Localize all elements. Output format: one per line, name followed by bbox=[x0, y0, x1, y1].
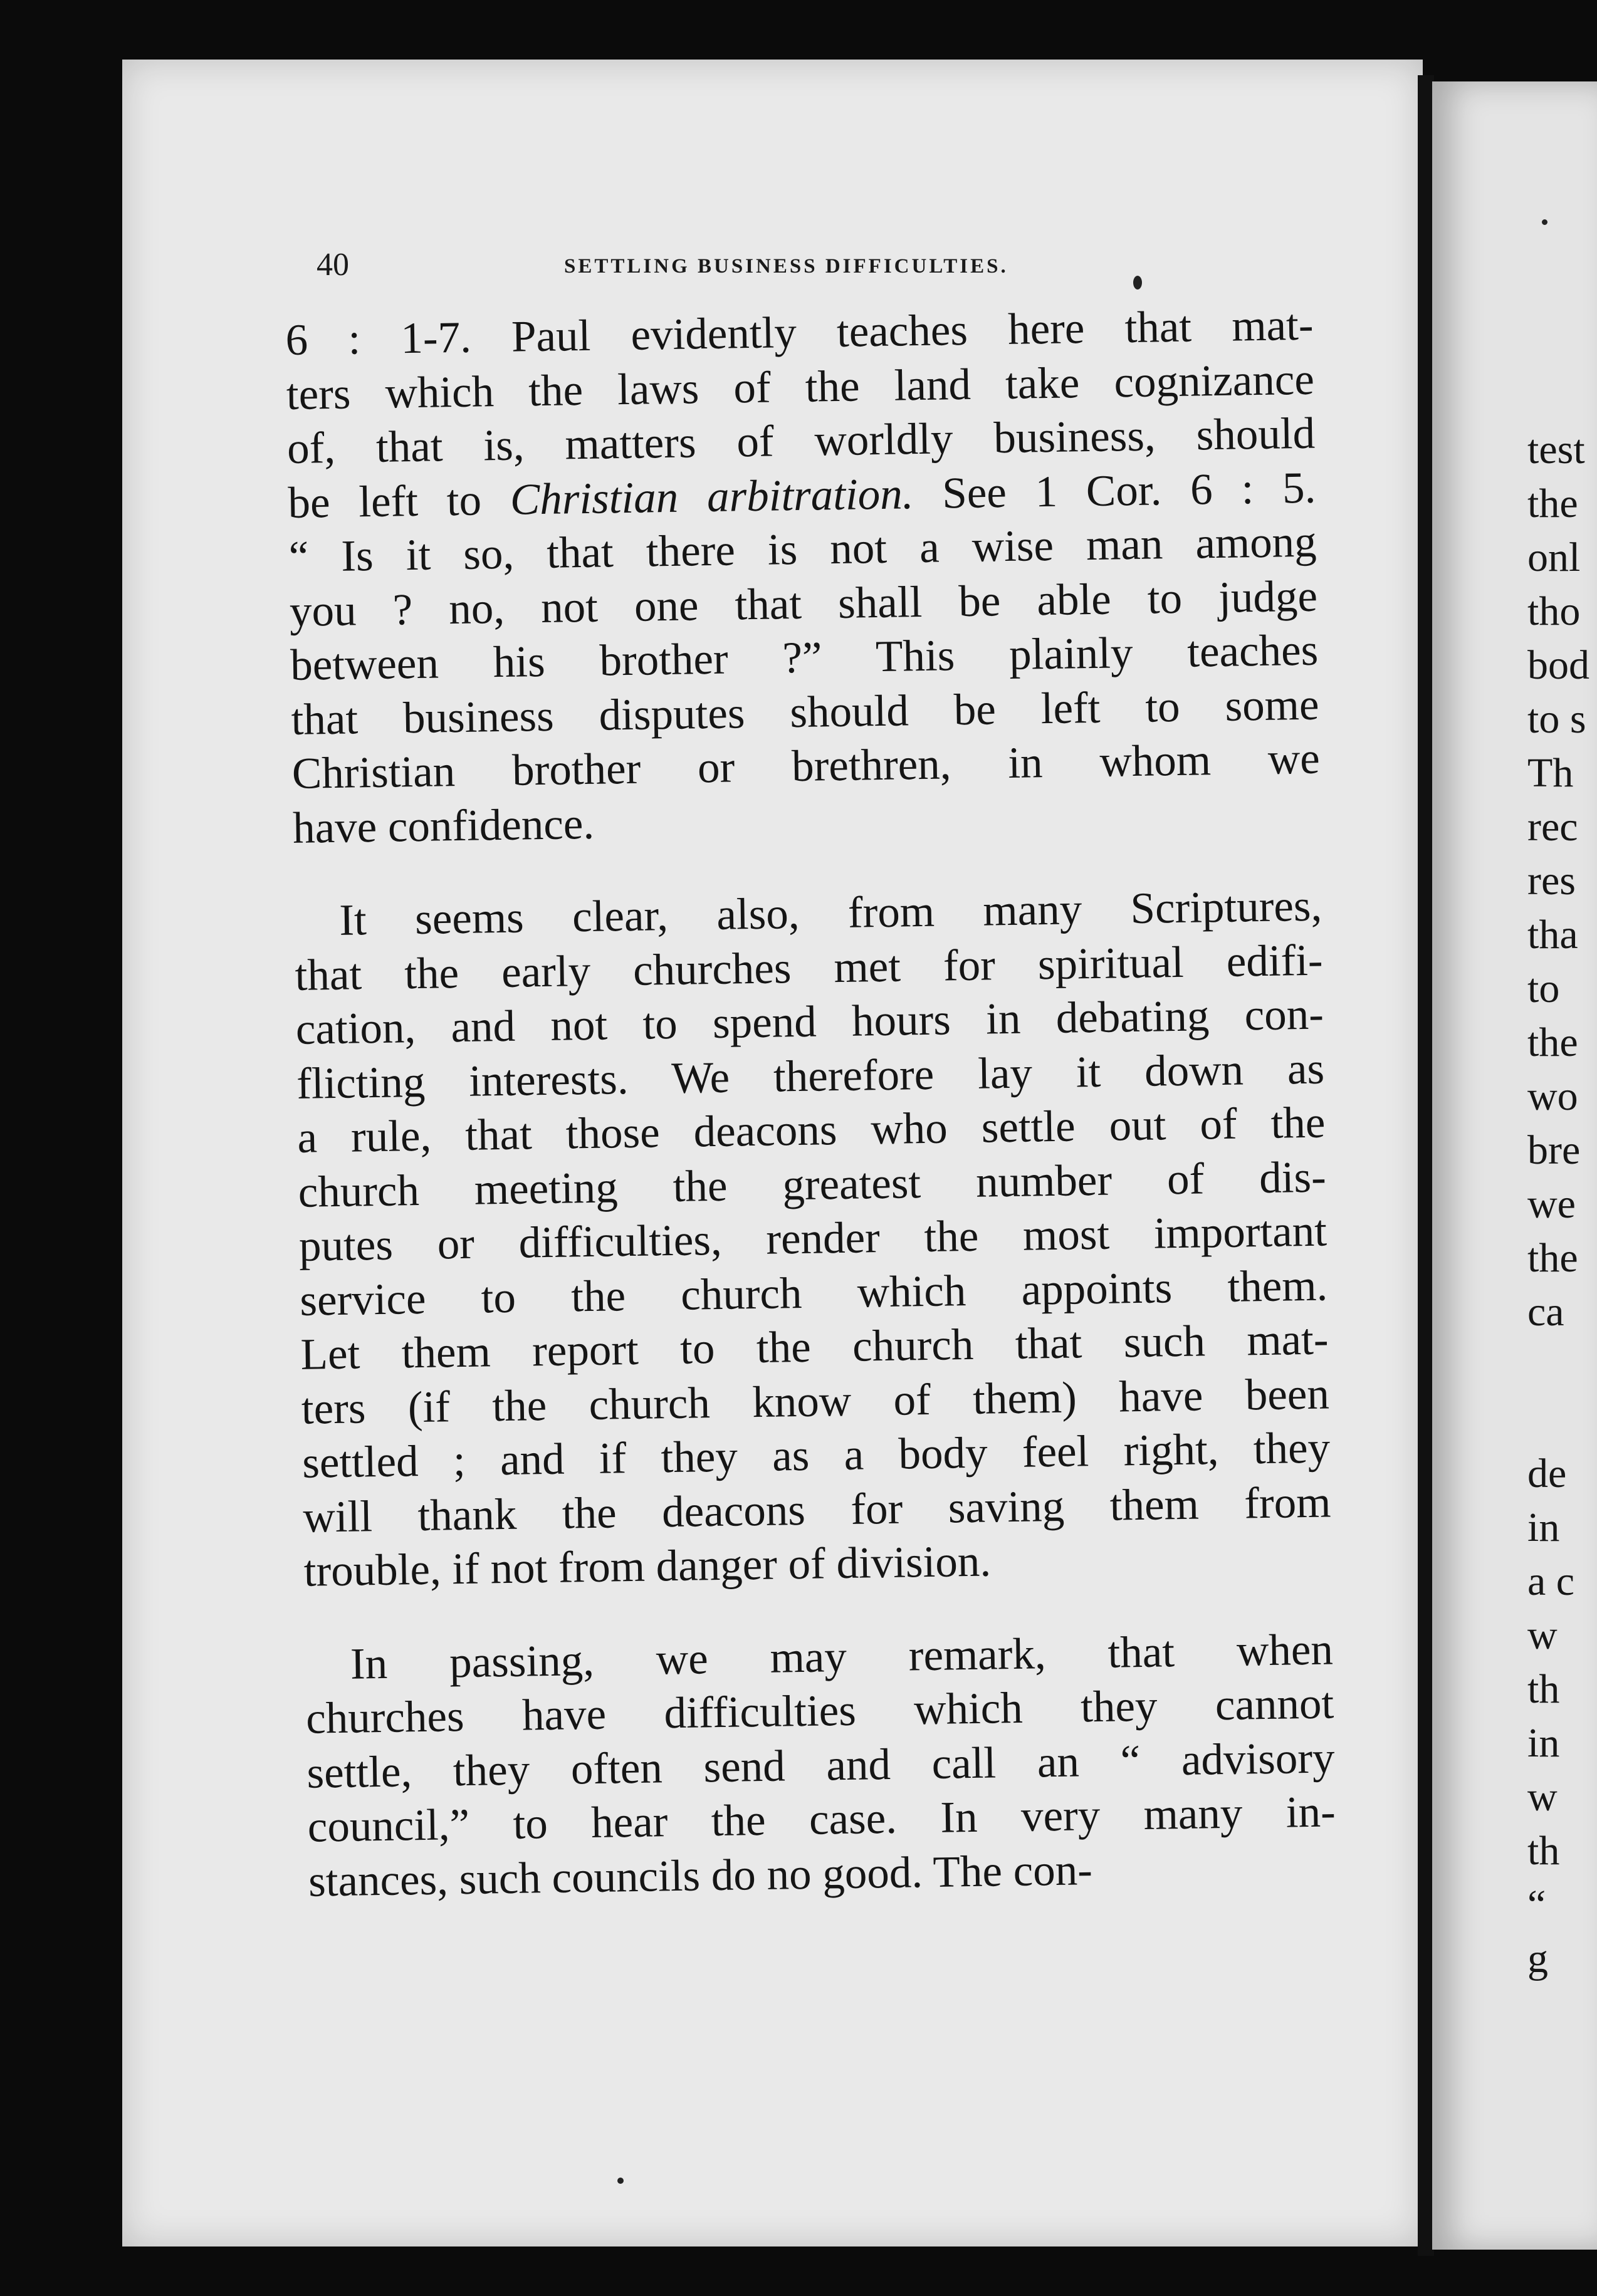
facing-page-text: test the onl tho bod to s Th rec res tha to the wo bre we the ca de in a c w th in w th “ g bbox=[1527, 427, 1589, 1981]
text-line: that the early churches met for spiritual edifi- bbox=[295, 936, 1324, 1000]
text-line: ters which the laws of the land take cognizance bbox=[286, 355, 1315, 419]
ink-speck bbox=[1542, 219, 1547, 225]
paragraph bbox=[305, 1622, 1336, 1909]
text-line: ters (if the church know of them) have been bbox=[301, 1369, 1330, 1434]
ink-speck bbox=[1133, 276, 1142, 290]
text-line: flicting interests. We therefore lay it down as bbox=[296, 1044, 1325, 1109]
paragraph bbox=[294, 879, 1333, 1599]
text-line: you ? no, not one that shall be able to judge bbox=[289, 571, 1318, 636]
text-line: churches have difficulties which they cannot bbox=[305, 1679, 1334, 1743]
body-text bbox=[285, 298, 1337, 1909]
page-header bbox=[317, 246, 1376, 290]
text-line: council,” to hear the case. In very many in- bbox=[307, 1787, 1336, 1852]
text-line: settled ; and if they as a body feel right, they bbox=[301, 1423, 1331, 1488]
text-line: “ Is it so, that there is not a wise man among bbox=[288, 517, 1317, 582]
text-line: have confidence. bbox=[292, 799, 595, 853]
text-line: will thank the deacons for saving them from bbox=[302, 1477, 1331, 1542]
text-line: 6 : 1-7. Paul evidently teaches here that mat- bbox=[285, 300, 1314, 365]
text-line: Christian brother or brethren, in whom we bbox=[291, 734, 1321, 798]
text-line: be left to Christian arbitration. See 1 Cor. 6 : 5. bbox=[287, 463, 1316, 528]
text-line: In passing, we may remark, that when bbox=[350, 1624, 1334, 1689]
text-line: settle, they often send and call an “ advisory bbox=[306, 1733, 1335, 1798]
facing-page bbox=[1432, 81, 1597, 2250]
text-line: stances, such councils do no good. The con- bbox=[308, 1845, 1093, 1906]
text-line: trouble, if not from danger of division. bbox=[303, 1537, 992, 1596]
text-line: of, that is, matters of worldly business, should bbox=[286, 409, 1316, 473]
text-line: that business disputes should be left to some bbox=[291, 680, 1320, 744]
paragraph bbox=[285, 298, 1321, 855]
text-line: service to the church which appoints them. bbox=[299, 1261, 1328, 1325]
text-line: a rule, that those deacons who settle out of the bbox=[296, 1098, 1326, 1162]
text-line: putes or difficulties, render the most important bbox=[298, 1206, 1327, 1271]
page-number: 40 bbox=[317, 247, 349, 283]
text-line: between his brother ?” This plainly teaches bbox=[290, 625, 1319, 690]
running-head: SETTLING BUSINESS DIFFICULTIES. bbox=[564, 255, 1008, 278]
text-line: Let them report to the church that such mat- bbox=[300, 1315, 1329, 1379]
text-line: cation, and not to spend hours in debating con- bbox=[295, 989, 1324, 1054]
ink-speck bbox=[617, 2178, 624, 2184]
text-line: It seems clear, also, from many Scriptures, bbox=[338, 881, 1322, 945]
text-line: church meeting the greatest number of dis- bbox=[298, 1152, 1327, 1217]
